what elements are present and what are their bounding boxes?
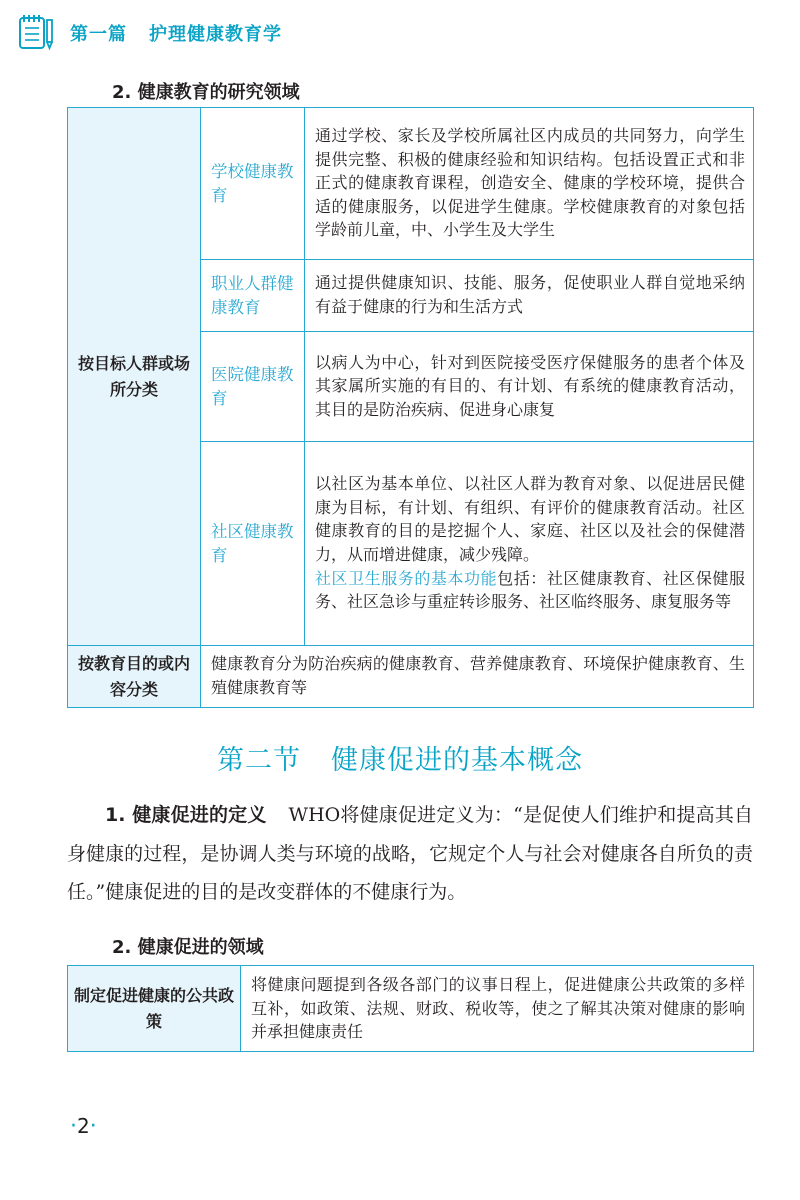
promotion-fields-heading: 2. 健康促进的领域 xyxy=(112,937,264,958)
description-cell: 将健康问题提到各级各部门的议事日程上，促进健康公共政策的多样互补，如政策、法规、财政、税收等，使之了解其决策对健康的影响并承担健康责任 xyxy=(241,966,754,1052)
description-cell: 通过学校、家长及学校所属社区内成员的共同努力，向学生提供完整、积极的健康经验和知识结构。包括设置正式和非正式的健康教育课程，创造安全、健康的学校环境，提供合适的健康服务，以促进学生健康。学校健康教育的对象包括学龄前儿童，中、小学生及大学生 xyxy=(305,108,754,260)
subcategory-cell: 职业人群健康教育 xyxy=(201,260,305,332)
dot-icon: · xyxy=(89,1114,97,1139)
category-cell: 制定促进健康的公共政策 xyxy=(68,966,241,1052)
table-row xyxy=(68,646,754,708)
definition-text: WHO将健康促进定义为：“是促使人们维护和提高其自身健康的过程，是协调人类与环境的战略，它规定个人与社会对健康各自所负的责任。”健康促进的目的是改变群体的不健康行为。 xyxy=(67,804,754,903)
subcategory-cell: 医院健康教育 xyxy=(201,332,305,442)
section-name: 健康促进的基本概念 xyxy=(331,745,583,776)
description-extra: 包括：社区健康教育、社区保健服务、社区急诊与重症转诊服务、社区临终服务、康复服务等 xyxy=(315,568,745,612)
category-cell: 按目标人群或场所分类 xyxy=(68,108,201,646)
dot-icon: · xyxy=(70,1114,77,1139)
description-text: 以社区为基本单位、以社区人群为教育对象、以促进居民健康为目标，有计划、有组织、有评价的健康教育活动。社区健康教育的目的是挖掘个人、家庭、社区以及社会的保健潜力，从而增进健康，减少残障。 xyxy=(315,474,745,564)
research-fields-heading: 2. 健康教育的研究领域 xyxy=(112,82,300,103)
definition-paragraph xyxy=(67,796,753,912)
page-number-value: 2 xyxy=(77,1114,90,1138)
section-title xyxy=(0,738,800,777)
subcategory-cell: 学校健康教育 xyxy=(201,108,305,260)
category-cell: 按教育目的或内容分类 xyxy=(68,646,201,708)
section-number: 第二节 xyxy=(217,745,301,776)
description-cell: 健康教育分为防治疾病的健康教育、营养健康教育、环境保护健康教育、生殖健康教育等 xyxy=(201,646,754,708)
header-title xyxy=(70,20,282,46)
running-header xyxy=(16,12,784,52)
research-fields-table xyxy=(67,107,754,708)
page-number xyxy=(70,1114,97,1139)
table-row xyxy=(68,966,754,1052)
description-cell: 通过提供健康知识、技能、服务，促使职业人群自觉地采纳有益于健康的行为和生活方式 xyxy=(305,260,754,332)
table-row xyxy=(68,108,754,260)
description-cell: 以病人为中心，针对到医院接受医疗保健服务的患者个体及其家属所实施的有目的、有计划、有系统的健康教育活动，其目的是防治疾病、促进身心康复 xyxy=(305,332,754,442)
promotion-fields-table xyxy=(67,965,754,1052)
highlight-term: 社区卫生服务的基本功能 xyxy=(315,568,498,588)
description-cell xyxy=(305,442,754,646)
definition-lead: 1. 健康促进的定义 xyxy=(105,804,267,826)
header-part: 第一篇 xyxy=(70,24,127,45)
notebook-icon xyxy=(16,12,56,52)
subcategory-cell: 社区健康教育 xyxy=(201,442,305,646)
header-book-title: 护理健康教育学 xyxy=(149,24,282,45)
